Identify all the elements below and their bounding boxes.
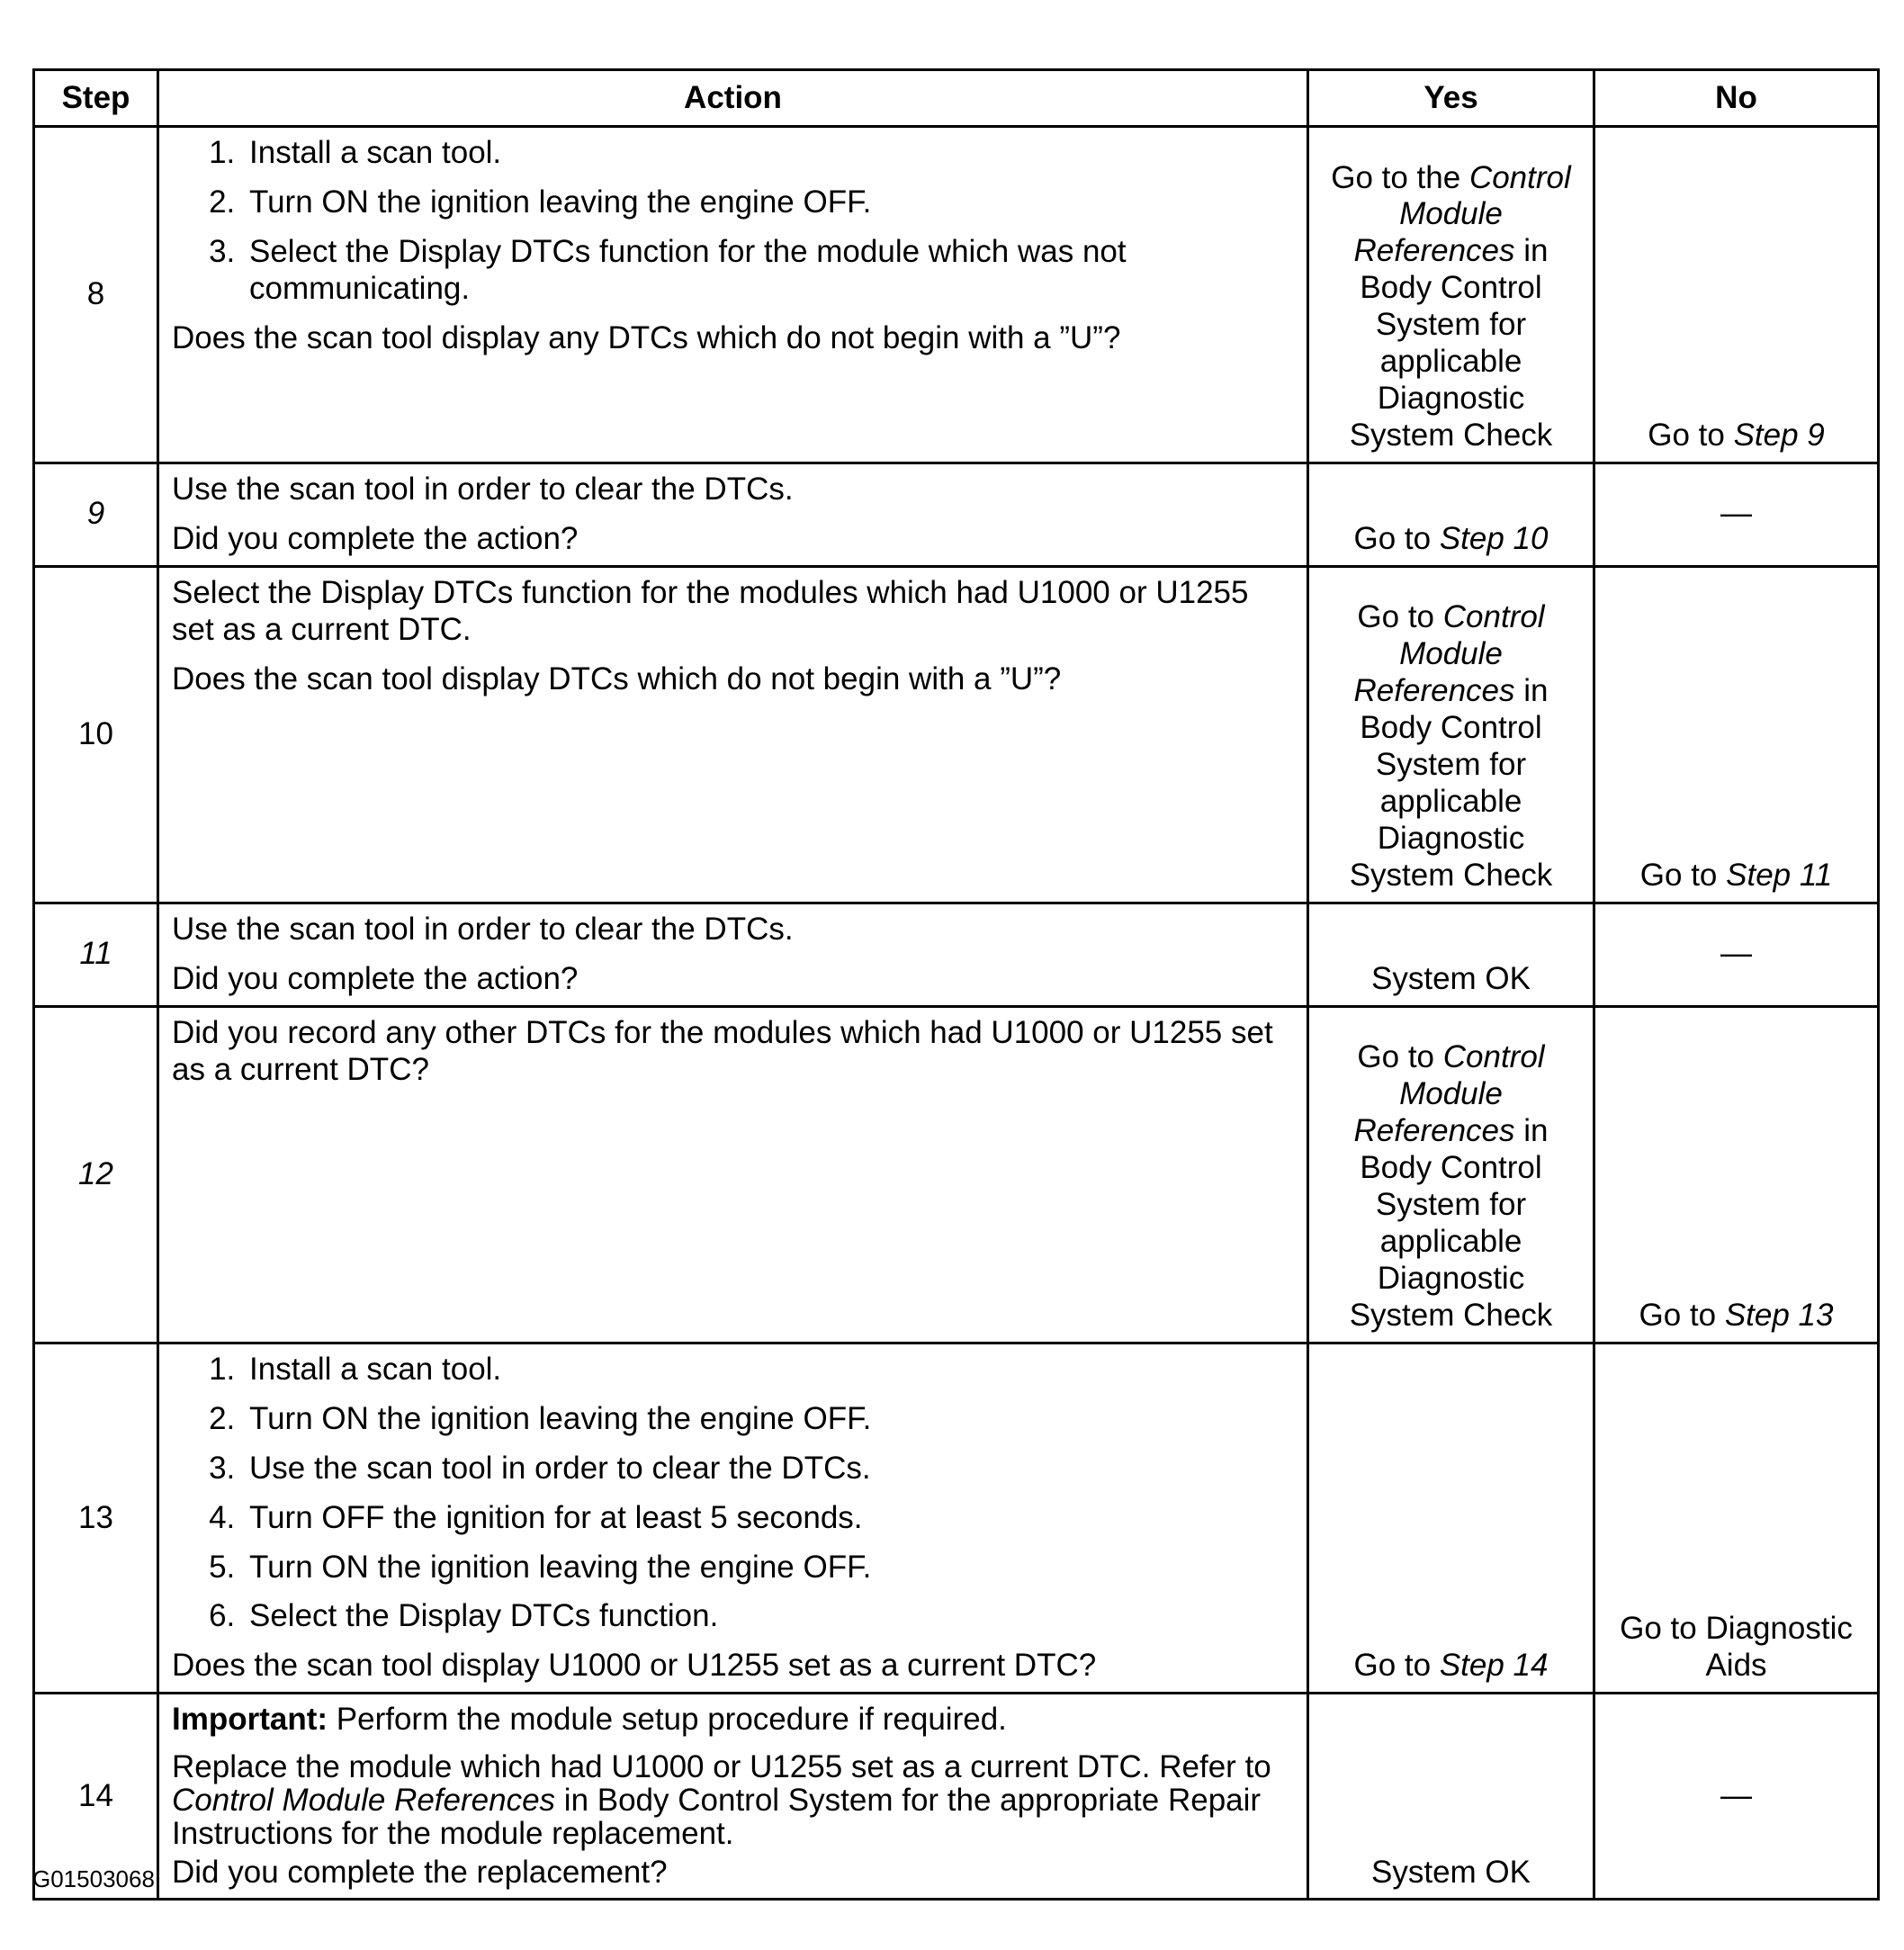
action-cell <box>158 566 1308 903</box>
action-text: Use the scan tool in order to clear the DTCs. <box>172 911 794 947</box>
action-question: Does the scan tool display DTCs which do not begin with a ”U”? <box>172 660 1062 696</box>
no-reference: Step 9 <box>1733 418 1825 454</box>
important-label: Important: <box>172 1702 328 1738</box>
no-cell <box>1594 566 1879 903</box>
step-number: 8 <box>34 127 158 463</box>
action-question: Does the scan tool display any DTCs which do not begin with a ”U”? <box>172 319 1121 355</box>
yes-text: Go to <box>1357 599 1443 635</box>
action-text: Use the scan tool in order to clear the DTCs. <box>172 472 794 507</box>
no-text: Go to <box>1648 418 1734 454</box>
replace-text: in Body Control System for the appropriate Repair Instructions for the module replacement. <box>172 1783 1262 1851</box>
yes-text: in Body Control System for applicable Diagnostic System Check <box>1349 673 1553 893</box>
action-question: Did you record any other DTCs for the modules which had U1000 or U1255 set as a current DTC? <box>172 1014 1273 1087</box>
yes-reference: Control Module References <box>1353 599 1545 709</box>
table-row <box>34 566 1879 903</box>
no-text: Go to <box>1639 1297 1725 1333</box>
step-number: 14 <box>34 1694 158 1900</box>
replace-text: Replace the module which had U1000 or U1255 set as a current DTC. Refer to <box>172 1749 1271 1785</box>
no-cell: — <box>1594 903 1879 1006</box>
table-row <box>34 1694 1879 1900</box>
yes-reference: Control Module References <box>1353 159 1571 269</box>
diagnostic-table-container <box>32 68 1880 1901</box>
important-text: Perform the module setup procedure if required. <box>328 1702 1007 1738</box>
no-cell: Go to Diagnostic Aids <box>1594 1343 1879 1694</box>
diagnostic-table <box>32 68 1880 1901</box>
action-cell <box>158 127 1308 463</box>
step-number: 12 <box>34 1006 158 1343</box>
no-cell: — <box>1594 463 1879 567</box>
no-text: Go to <box>1639 857 1727 893</box>
list-item: 1. Install a scan tool. <box>244 1352 1294 1388</box>
yes-text: in Body Control System for applicable Diagnostic System Check <box>1349 1113 1553 1333</box>
action-cell <box>158 1694 1308 1900</box>
table-row <box>34 1343 1879 1694</box>
action-cell <box>158 1006 1308 1343</box>
header-no: No <box>1594 70 1879 127</box>
step-number: 11 <box>34 903 158 1006</box>
yes-text: Go to the <box>1331 159 1469 195</box>
yes-cell: System OK <box>1308 903 1594 1006</box>
step-number: 13 <box>34 1343 158 1694</box>
figure-id: G01503068 <box>32 1865 155 1892</box>
header-step: Step <box>34 70 158 127</box>
list-item: 5. Turn ON the ignition leaving the engine OFF. <box>244 1550 1294 1586</box>
table-row <box>34 463 1879 567</box>
list-item: 2. Turn ON the ignition leaving the engine OFF. <box>244 1401 1294 1438</box>
no-cell <box>1594 1006 1879 1343</box>
yes-reference: Step 14 <box>1439 1648 1549 1684</box>
table-row <box>34 127 1879 463</box>
replace-reference: Control Module References <box>172 1783 556 1818</box>
table-row <box>34 903 1879 1006</box>
step-number: 9 <box>34 463 158 567</box>
action-question: Did you complete the action? <box>172 960 579 996</box>
yes-text: in Body Control System for applicable Diagnostic System Check <box>1349 233 1553 454</box>
list-item: 4. Turn OFF the ignition for at least 5 seconds. <box>244 1500 1294 1537</box>
list-item: 1. Install a scan tool. <box>244 135 1294 172</box>
action-cell <box>158 1343 1308 1694</box>
yes-cell <box>1308 463 1594 567</box>
yes-cell <box>1308 1006 1594 1343</box>
step-number: 10 <box>34 566 158 903</box>
no-reference: Step 11 <box>1726 857 1833 893</box>
yes-cell <box>1308 566 1594 903</box>
replace-instructions <box>172 1751 1294 1850</box>
list-item: 6. Select the Display DTCs function. <box>244 1598 1294 1635</box>
header-row <box>34 70 1879 127</box>
yes-reference: Control Module References <box>1353 1039 1545 1149</box>
list-item: 2. Turn ON the ignition leaving the engine OFF. <box>244 184 1294 221</box>
yes-text: Go to <box>1353 520 1440 556</box>
action-cell <box>158 903 1308 1006</box>
table-row <box>34 1006 1879 1343</box>
action-question: Did you complete the replacement? <box>172 1854 668 1890</box>
yes-cell: System OK <box>1308 1694 1594 1900</box>
list-item: 3. Select the Display DTCs function for the module which was not communicating. <box>244 234 1294 308</box>
yes-cell <box>1308 127 1594 463</box>
list-item: 3. Use the scan tool in order to clear the DTCs. <box>244 1451 1294 1487</box>
action-text: Select the Display DTCs function for the modules which had U1000 or U1255 set as a current DTC. <box>172 574 1249 647</box>
action-list <box>172 135 1294 308</box>
yes-text: Go to <box>1357 1039 1443 1075</box>
no-cell: — <box>1594 1694 1879 1900</box>
yes-reference: Step 10 <box>1439 520 1549 556</box>
action-question: Did you complete the action? <box>172 520 579 556</box>
action-cell <box>158 463 1308 567</box>
action-list <box>172 1352 1294 1636</box>
important-note <box>172 1702 1294 1739</box>
no-reference: Step 13 <box>1724 1297 1834 1333</box>
no-cell <box>1594 127 1879 463</box>
action-question: Does the scan tool display U1000 or U1255 set as a current DTC? <box>172 1648 1097 1684</box>
header-yes: Yes <box>1308 70 1594 127</box>
header-action: Action <box>158 70 1308 127</box>
yes-cell <box>1308 1343 1594 1694</box>
yes-text: Go to <box>1353 1648 1440 1684</box>
